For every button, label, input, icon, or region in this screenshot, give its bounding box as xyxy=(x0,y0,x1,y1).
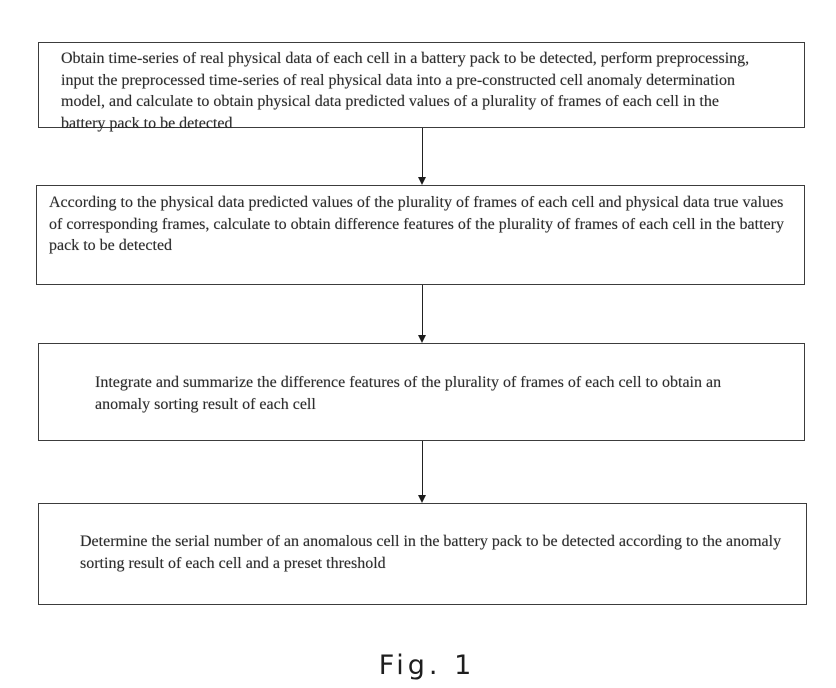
arrow-head xyxy=(418,177,426,185)
flow-step-1 xyxy=(38,42,805,132)
flow-step-4-text: Determine the serial number of an anomalous cell in the battery pack to be detected according to the anomaly sorting result of each cell and a preset threshold xyxy=(80,533,782,572)
flow-step-1-text: Obtain time-series of real physical data of each cell in a battery pack to be detected, perform preprocessing, input the preprocessed time-series of real physical data into a pre-constructed cell anomaly determination model, and calculate to obtain physical data predicted values of a plurality of frames of each cell in the battery pack to be detected xyxy=(61,50,750,132)
flow-step-2-text: According to the physical data predicted values of the plurality of frames of each cell and physical data true values of corresponding frames, calculate to obtain difference features of the plurality of frames of each cell in the battery pack to be detected xyxy=(49,194,784,254)
arrow-head xyxy=(418,495,426,503)
figure-caption: Fig. 1 xyxy=(378,650,476,681)
flow-step-2 xyxy=(36,185,805,285)
flow-step-3-text: Integrate and summarize the difference features of the plurality of frames of each cell to obtain an anomaly sorting result of each cell xyxy=(95,374,722,413)
arrow-head xyxy=(418,335,426,343)
arrow-shaft xyxy=(422,441,423,496)
arrow-shaft xyxy=(422,128,423,178)
flow-step-4 xyxy=(38,503,807,605)
arrow-shaft xyxy=(422,285,423,336)
flow-step-3 xyxy=(38,343,805,441)
